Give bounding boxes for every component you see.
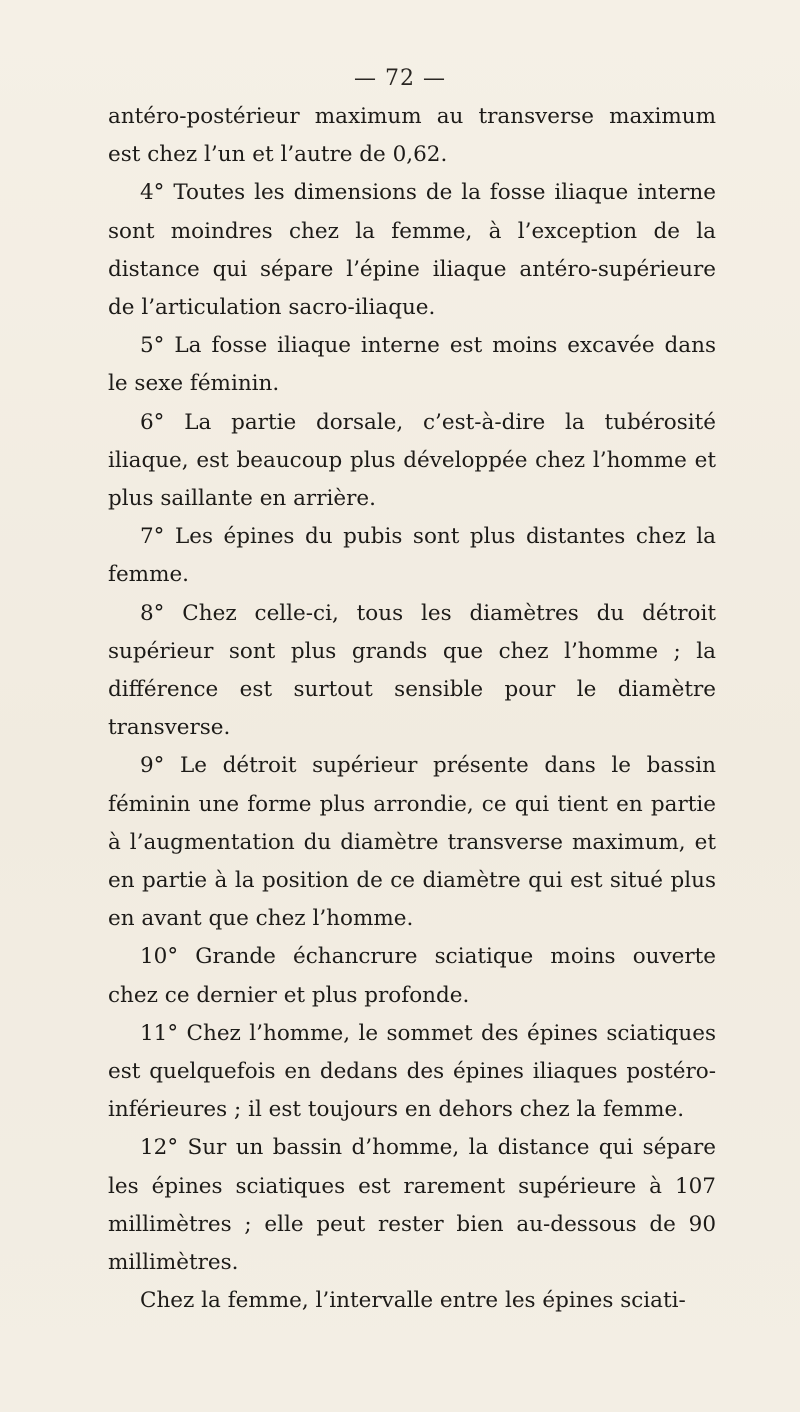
body-text [108, 98, 716, 1321]
paragraph-item-9: 9° Le détroit supérieur présente dans le bassin féminin une forme plus arrondie, ce qui tient en partie à l’augmentation du diamètre transverse maximum, et en partie à la position de ce diamètre qui est situé plus en avant que chez l’homme. [108, 753, 716, 932]
paragraph-item-5: 5° La fosse iliaque interne est moins excavée dans le sexe féminin. [108, 333, 716, 397]
paragraph-item-8: 8° Chez celle-ci, tous les diamètres du détroit supérieur sont plus grands que chez l’homme ; la différence est surtout sensible pour le diamètre transverse. [108, 600, 716, 741]
paragraph-continuation: antéro-postérieur maximum au transverse maximum est chez l’un et l’autre de 0,62. [108, 104, 716, 168]
paragraph-item-6: 6° La partie dorsale, c’est-à-dire la tubérosité iliaque, est beaucoup plus développée chez l’homme et plus saillante en arrière. [108, 409, 716, 512]
page-number: — 72 — [354, 66, 446, 91]
paragraph-item-11: 11° Chez l’homme, le sommet des épines sciatiques est quelquefois en dedans des épines iliaques postéro-inférieures ; il est toujours en dehors chez la femme. [108, 1020, 716, 1123]
paragraph-item-10: 10° Grande échancrure sciatique moins ouverte chez ce dernier et plus profonde. [108, 944, 716, 1008]
paragraph-item-7: 7° Les épines du pubis sont plus distantes chez la femme. [108, 524, 716, 588]
paragraph-continued-final: Chez la femme, l’intervalle entre les épines sciati- [140, 1288, 686, 1314]
paragraph-item-12: 12° Sur un bassin d’homme, la distance qui sépare les épines sciatiques est rarement supérieure à 107 millimètres ; elle peut rester bien au-dessous de 90 millimètres. [108, 1135, 716, 1276]
paragraph-item-4: 4° Toutes les dimensions de la fosse iliaque interne sont moindres chez la femme, à l’exception de la distance qui sépare l’épine iliaque antéro-supérieure de l’articulation sacro-iliaque. [108, 180, 716, 321]
